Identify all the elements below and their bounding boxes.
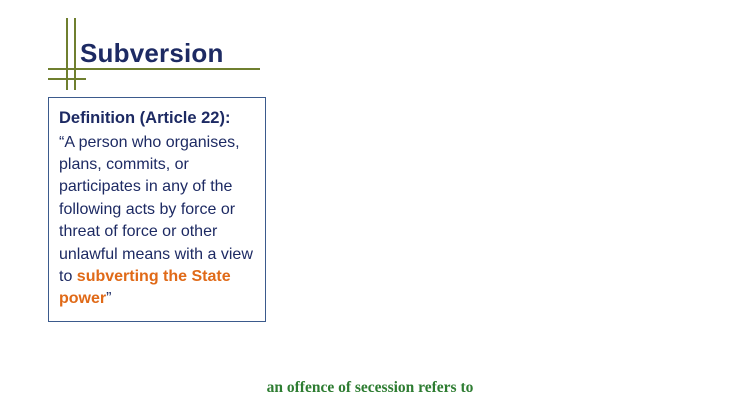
- definition-body: [59, 132, 255, 311]
- definition-heading: [59, 108, 255, 129]
- definition-heading-text: Definition (Article 22): [59, 109, 225, 127]
- page-title: Subversion: [80, 38, 224, 68]
- definition-highlight: subverting the State power: [59, 267, 231, 308]
- definition-quote-close: ”: [106, 290, 112, 308]
- bottom-caption: an offence of secession refers to: [266, 379, 474, 396]
- definition-quote-open: “A person who organises, plans, commits, or participates in any of the following acts by force or threat of force or other unlawful means with a view to: [59, 133, 253, 285]
- horizontal-line-secondary-icon: [48, 78, 86, 80]
- definition-heading-colon: :: [224, 109, 231, 127]
- definition-box: [48, 97, 266, 322]
- title-ornament-group: [48, 18, 468, 88]
